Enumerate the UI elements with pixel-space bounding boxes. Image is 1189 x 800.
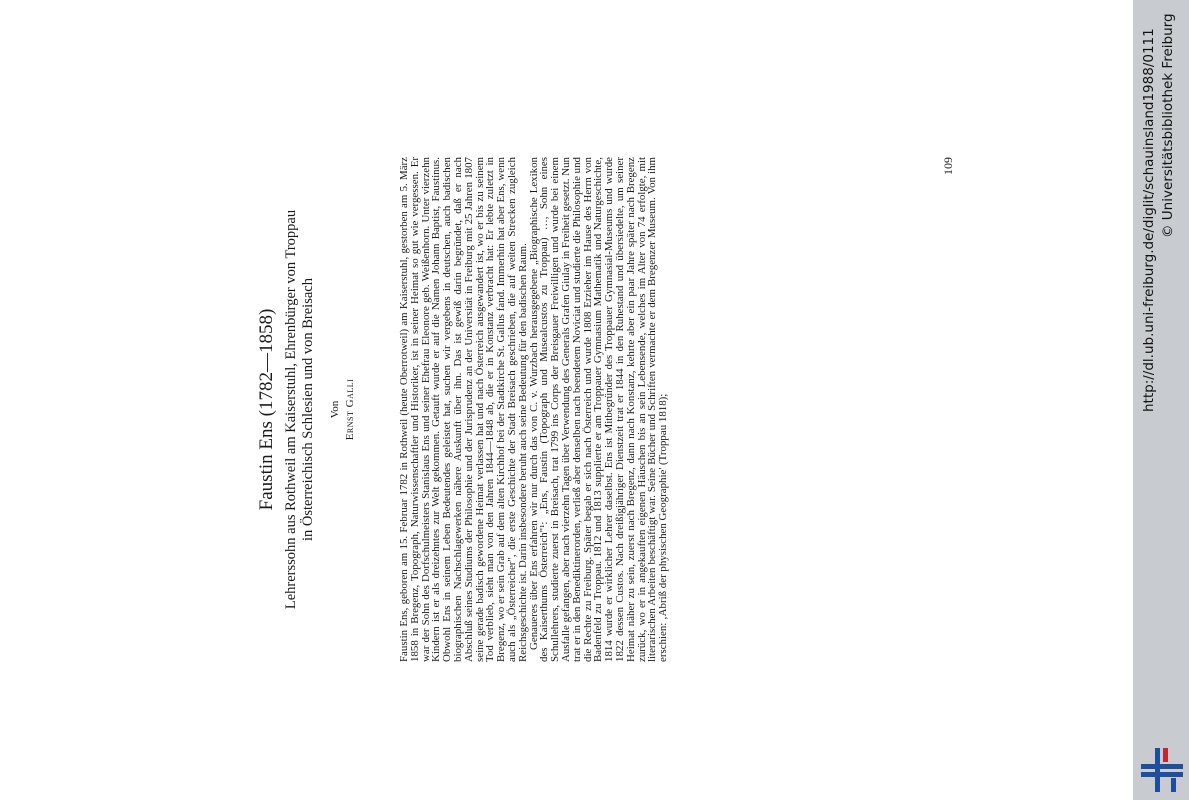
logo-bar <box>1163 748 1168 762</box>
subtitle-line-1: Lehrerssohn aus Rothweil am Kaiserstuhl, Ehrenbürger von Troppau <box>283 209 299 610</box>
logo-bar <box>1155 748 1160 792</box>
permalink-url[interactable]: http://dl.ub.uni-freiburg.de/diglit/schauinsland1988/0111 <box>1141 28 1157 412</box>
article-body <box>399 157 669 662</box>
subtitle-line-2: in Österreichisch Schlesien und von Breisach <box>300 278 316 541</box>
logo-bar <box>1141 772 1183 777</box>
page-number: 109 <box>941 157 955 175</box>
logo-bar <box>1171 778 1176 792</box>
article-title: Faustin Ens (1782—1858) <box>256 308 277 511</box>
author-name: Ernst Galli <box>344 378 356 441</box>
logo-bar <box>1141 764 1183 769</box>
paragraph: Faustin Ens, geboren am 15. Februar 1782 in Rothweil (heute Oberrotweil) am Kaiserstuhl, gestorben am 5. März 1858 in Bregenz, Topograph, Naturwissenschaftler und Historiker, ist in seiner Heimat so gut wie vergessen. Er war der Sohn des Dorfschulmeisters Stanislaus Ens und seiner Ehefrau Eleonore geb. Weißenhorn. Unter vierzehn Kindern ist er als dreizehntes zur Welt gekommen. Getauft wurde er auf die Namen Johann Baptist, Faustinus. Obwohl Ens in seinem Leben Bedeutendes geleistet hat, suchen wir vergebens in deutschen, auch badischen biographischen Nachschlagewerken nähere Auskunft über ihn. Das ist gewiß darin begründet, daß er nach Abschluß seines Studiums der Philosophie und der Jurisprudenz an der Universität in Freiburg mit 25 Jahren 1807 seine gerade badisch gewordene Heimat verlassen hat und nach Österreich ausgewandert ist, wo er bis zu seinem Tod verblieb, sieht man von den Jahren 1844—1848 ab, die er in Konstanz verbracht hat: Er lebte zuletzt in Bregenz, wo er sein Grab auf dem alten Kirchhof bei der Stadtkirche St. Gallus fand. Immerhin hat aber Ens, wenn auch als „Österreicher", die erste Geschichte der Stadt Breisach geschrieben, die auf weiten Strecken zugleich Reichsgeschichte ist. Darin insbesondere beruht auch seine Bedeutung für den badischen Raum. <box>398 157 529 662</box>
scanned-page <box>255 157 959 662</box>
ub-freiburg-logo-icon <box>1141 748 1183 792</box>
paragraph: Genaueres über Ens erfahren wir nur durch das von C. v. Wurzbach herausgegebene „Biographische Lexikon des Kaiserthums Österreich"¹: „Ens, Faustin (Topograph und Musealcustos zu Troppau) …, Sohn eines Schullehrers, studierte zuerst in Breisach, trat 1799 ins Corps der Breisgauer Freiwilligen und wurde bei einem Ausfalle gefangen, aber nach vierzehn Tagen über Verwendung des Generals Grafen Giulay in Freiheit gesetzt. Nun trat er in den Benediktinerorden, verließ aber denselben nach beendetem Noviciat und studierte die Philosophie und die Rechte zu Freiburg. Später begab er sich nach Österreich und wurde 1808 Erzieher im Hause des Herrn von Badenfeld zu Troppau. 1812 und 1813 supplierte er am Troppauer Gymnasium Mathematik und Naturgeschichte, 1814 wurde er wirklicher Lehrer daselbst. Ens ist Mitbegründer des Troppauer Gymnasial-Museums und wurde 1822 dessen Custos. Nach dreißigjähriger Dienstzeit trat er 1844 in den Ruhestand und übersiedelte, um seiner Heimat näher zu sein, zuerst nach Bregenz, dann nach Konstanz, kehrte aber ein paar Jahre später nach Bregenz zurück, wo er in angekauften eigenen Häuschen bis an sein Lebensende, welches im Alter von 74 erfolgte, mit literarischen Arbeiten beschäftigt war. Seine Bücher und Schriften vermachte er dem Bregenzer Museum. Von ihm erschien: ‚Abriß der physischen Geographie' (Troppau 1818); <box>527 157 670 662</box>
article-subtitle <box>283 157 317 662</box>
copyright-notice: © Universitätsbibliothek Freiburg <box>1160 13 1176 238</box>
byline-von: Von <box>329 400 341 419</box>
